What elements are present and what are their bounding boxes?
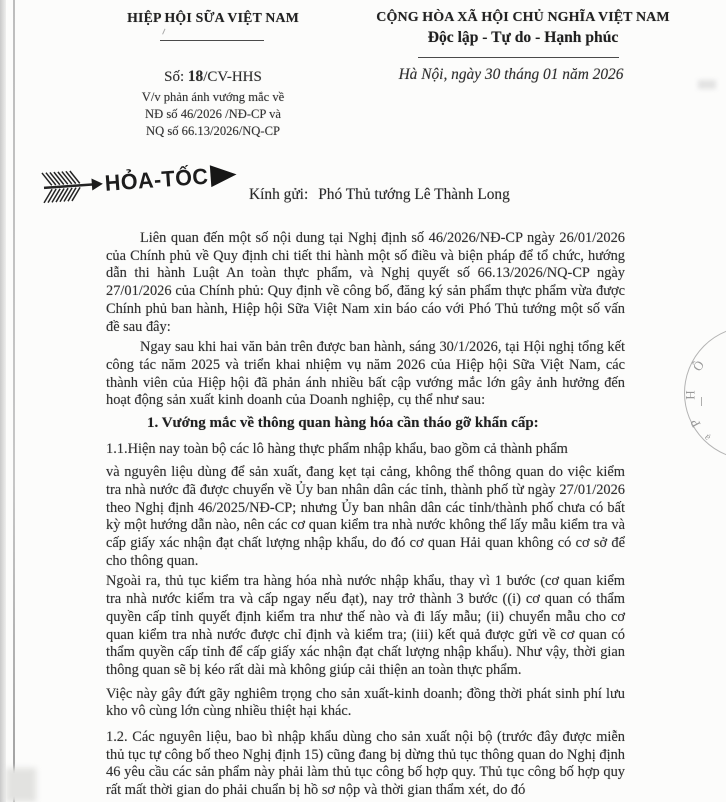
seal-letter: P [686,416,704,430]
letter-body [106,230,625,802]
org-name: HIỆP HỘI SỮA VIỆT NAM [127,10,299,25]
section-1-heading: 1. Vướng mắc về thông quan hàng hóa cần tháo gỡ khẩn cấp: [147,415,539,432]
national-header: CỘNG HÒA XÃ HỘI CHỦ NGHĨA VIỆT NAM [376,10,670,25]
seal-letter: Ô [689,357,708,374]
recipient-label: Kính gửi: [249,186,309,203]
doc-number-label: Số: [164,69,188,85]
place-and-date: Hà Nội, ngày 30 tháng 01 năm 2026 [398,66,624,83]
arrowhead-icon [210,163,237,187]
recipient-line [249,186,510,204]
urgent-stamp-label: HỎA-TỐC [103,163,210,196]
subject-line: NQ số 66.13/2026/NQ-CP [146,124,280,138]
org-underline [160,40,264,41]
body-paragraph-1-2: 1.2. Các nguyên liệu, bao bì nhập khẩu dùng cho sản xuất nội bộ (trước đây được miễn thủ tục tự công bố theo Nghị định 15) cũng đang bị dừng thủ tục thông quan do Nghị định 46 yêu cầu các sản phẩm này phải làm thủ tục công bố hợp quy. Thủ tục công bố hợp quy rất mất thời gian do phải chuẩn bị hồ sơ nộp và thời gian thẩm xét, do đó [106,729,625,799]
pen-tick-mark [162,29,172,38]
motto-underline [418,57,619,58]
doc-number-value: 18 [187,68,204,85]
recipient-name: Phó Thủ tướng Lê Thành Long [318,186,510,203]
national-motto: Độc lập - Tự do - Hạnh phúc [427,29,619,46]
body-paragraph: Ngoài ra, thủ tục kiểm tra hàng hóa nhà nước nhập khẩu, thay vì 1 bước (cơ quan kiểm tra nhà nước kiểm tra và cấp ngay nếu đạt), nay trở thành 3 bước ((i) cơ quan có thẩm quyền cấp tỉnh quyết định kiểm tra như thế nào và đi lấy mẫu; (ii) chuyển mẫu cho cơ quan kiểm tra nhà nước được chỉ định và kiểm tra; (iii) kết quả được gửi về cơ quan có thẩm quyền cấp tỉnh để cấp giấy xác nhận đạt chất lượng nhập khẩu). Như vậy, thời gian thông quan sẽ bị kéo rất dài mà không giúp cải thiện an toàn thực phẩm. [106,573,625,678]
subject-line: V/v phản ánh vướng mắc về [141,90,285,104]
urgent-stamp [41,154,238,207]
body-paragraph: Liên quan đến một số nội dung tại Nghị định số 46/2026/NĐ-CP ngày 26/01/2026 của Chính phủ về Quy định chi tiết thi hành một số điều và biện pháp để tổ chức, hướng dẫn thi hành Luật An toàn thực phẩm, và Nghị quyết số 66.13/2026/NQ-CP ngày 27/01/2026 của Chính phủ: Quy định về công bố, đăng ký sản phẩm thực phẩm vừa được Chính phủ ban hành, Hiệp hội Sữa Việt Nam xin báo cáo với Phó Thủ tướng một số vấn đề sau đây: [106,230,625,335]
body-paragraph: Việc này gây đứt gãy nghiêm trọng cho sản xuất-kinh doanh; đồng thời phát sinh phí lưu kho vô cùng lớn cùng nhiều thiệt hại khác. [106,685,625,720]
seal-letter: ạ [701,432,713,443]
body-paragraph: Ngay sau khi hai văn bản trên được ban hành, sáng 30/1/2026, tại Hội nghị tổng kết công tác năm 2025 và triển khai nhiệm vụ năm 2026 của Hiệp hội Sữa Việt Nam, các thành viên của Hiệp hội đã phản ánh nhiều bất cập vướng mắc lớn gây ảnh hưởng đến hoạt động sản xuất kinh doanh của Doanh nghiệp, cụ thể như sau: [106,339,625,409]
seal-mark [701,397,702,406]
body-paragraph-1-1: 1.1.Hiện nay toàn bộ các lô hàng thực phẩm nhập khẩu, bao gồm cả thành phẩm [106,440,568,457]
doc-number-suffix: /CV-HHS [203,69,262,85]
body-paragraph: và nguyên liệu dùng để sản xuất, đang kẹt tại cảng, không thể thông quan do việc kiểm tra nhà nước đã được chuyển về Ủy ban nhân dân các tỉnh, thành phố từ ngày 27/01/2026 theo Nghị định 46/2025/NĐ-CP; nhưng Ủy ban nhân dân các tỉnh/thành phố chưa có bất kỳ một hướng dẫn nào, nên các cơ quan kiểm tra nhà nước không thể lấy mẫu kiểm tra và cấp giấy xác nhận đạt chất lượng nhập khẩu, do đó cơ quan Hải quan không có cơ sở để cho thông quan. [106,464,625,569]
seal-letter: H [682,390,698,400]
subject-line: NĐ số 46/2026 /NĐ-CP và [145,107,281,121]
scan-edge-strip [0,0,6,802]
arrow-feather-icon [41,164,106,208]
subject-block [48,89,378,140]
scan-fold-line [13,0,15,802]
scan-smudge [6,768,36,802]
